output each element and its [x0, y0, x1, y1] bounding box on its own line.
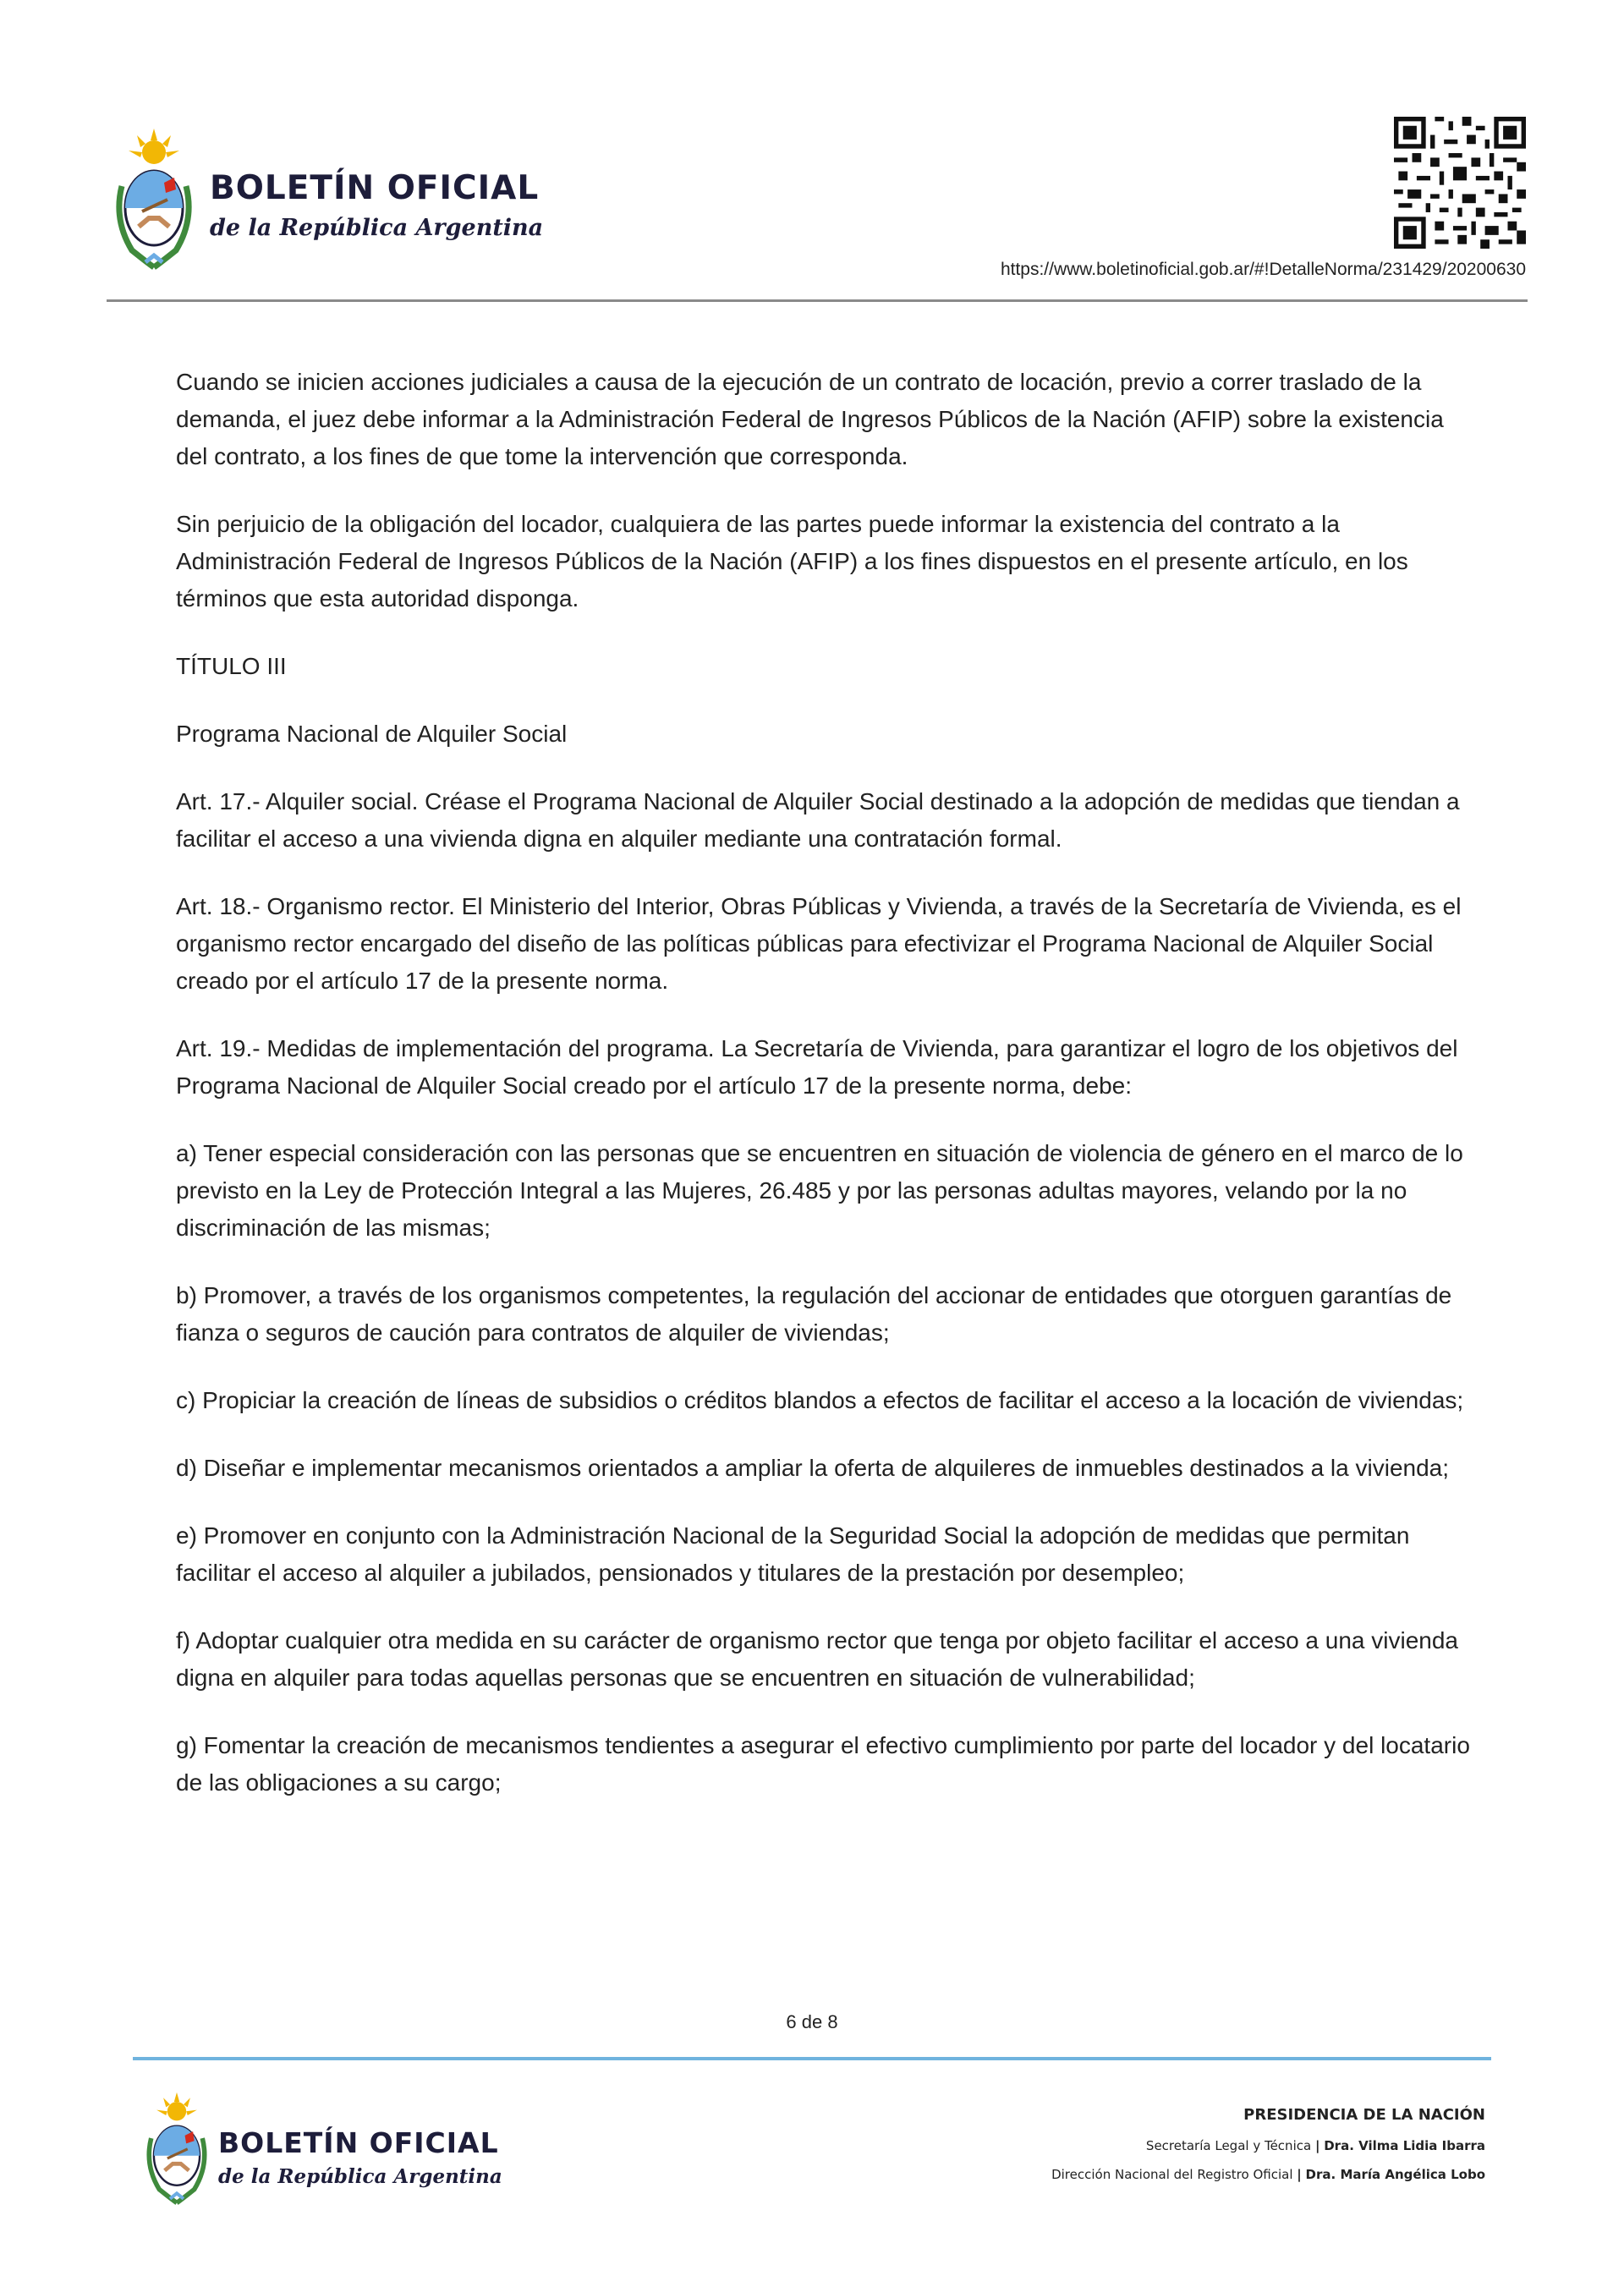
footer-logo-title: BOLETÍN OFICIAL: [218, 2126, 499, 2159]
direccion-person: Dra. María Angélica Lobo: [1305, 2167, 1485, 2182]
presidencia-label: PRESIDENCIA DE LA NACIÓN: [1243, 2106, 1485, 2124]
item-e: e) Promover en conjunto con la Administración Nacional de la Seguridad Social la adopción de medidas que permitan facilitar el acceso al alquiler a jubilados, pensionados y titulares de la prestación por desempleo;: [176, 1522, 1410, 1586]
item-g: g) Fomentar la creación de mecanismos tendientes a asegurar el efectivo cumplimiento por parte del locador y del locatario de las obligaciones a su cargo;: [176, 1732, 1470, 1796]
paragraph-afip-parties: Sin perjuicio de la obligación del locador, cualquiera de las partes puede informar la existencia del contrato a la Administración Federal de Ingresos Públicos de la Nación (AFIP) a los fines dispuestos en el presente artículo, en los términos que esta autoridad disponga.: [176, 511, 1408, 612]
item-f: f) Adoptar cualquier otra medida en su carácter de organismo rector que tenga por objeto facilitar el acceso a una vivienda digna en alquiler para todas aquellas personas que se encuentren en situación de vulnerabilidad;: [176, 1627, 1458, 1691]
footer-credits: [1051, 2106, 1485, 2195]
article-17: Art. 17.- Alquiler social. Créase el Programa Nacional de Alquiler Social destinado a la adopción de medidas que tiendan a facilitar el acceso a una vivienda digna en alquiler mediante una contratación formal.: [176, 788, 1460, 852]
secretaria-person: Dra. Vilma Lidia Ibarra: [1324, 2138, 1485, 2153]
header-divider: [107, 299, 1528, 302]
document-url: https://www.boletinoficial.gob.ar/#!DetalleNorma/231429/20200630: [1000, 260, 1526, 279]
logo-subtitle: de la República Argentina: [210, 215, 544, 241]
logo-title: BOLETÍN OFICIAL: [210, 169, 540, 207]
footer-logo-subtitle: de la República Argentina: [218, 2165, 502, 2188]
item-d: d) Diseñar e implementar mecanismos orientados a ampliar la oferta de alquileres de inmuebles destinados a la vivienda;: [176, 1455, 1450, 1481]
section-subtitle: Programa Nacional de Alquiler Social: [176, 721, 568, 747]
footer-logo: [140, 2091, 529, 2209]
direccion-label: Dirección Nacional del Registro Oficial: [1051, 2167, 1293, 2182]
section-title: TÍTULO III: [176, 653, 287, 679]
coat-of-arms-icon: [140, 2091, 213, 2206]
page-number: 6 de 8: [786, 2011, 838, 2032]
secretaria-label: Secretaría Legal y Técnica: [1145, 2138, 1312, 2153]
item-a: a) Tener especial consideración con las personas que se encuentren en situación de violencia de género en el marco de lo previsto en la Ley de Protección Integral a las Mujeres, 26.485 y por las personas adultas mayores, velando por la no discriminación de las mismas;: [176, 1140, 1463, 1241]
item-b: b) Promover, a través de los organismos competentes, la regulación del accionar de entidades que otorguen garantías de fianza o seguros de caución para contratos de alquiler de viviendas;: [176, 1282, 1452, 1346]
header-logo: [108, 127, 548, 271]
article-19: Art. 19.- Medidas de implementación del programa. La Secretaría de Vivienda, para garantizar el logro de los objetivos del Programa Nacional de Alquiler Social creado por el artículo 17 de la presente norma, debe:: [176, 1035, 1458, 1099]
coat-of-arms-icon: [108, 127, 200, 271]
qr-code-icon: [1394, 117, 1526, 249]
separator: |: [1297, 2167, 1302, 2182]
paragraph-afip-judicial: Cuando se inicien acciones judiciales a causa de la ejecución de un contrato de locación, previo a correr traslado de la demanda, el juez debe informar a la Administración Federal de Ingresos Públicos de la Nación (AFIP) sobre la existencia del contrato, a los fines de que tome la intervención que corresponda.: [176, 369, 1444, 469]
item-c: c) Propiciar la creación de líneas de subsidios o créditos blandos a efectos de facilitar el acceso a la locación de viviendas;: [176, 1387, 1464, 1413]
document-body: [176, 364, 1470, 1832]
article-18: Art. 18.- Organismo rector. El Ministerio del Interior, Obras Públicas y Vivienda, a través de la Secretaría de Vivienda, es el organismo rector encargado del diseño de las políticas públicas para efectivizar el Programa Nacional de Alquiler Social creado por el artículo 17 de la presente norma.: [176, 893, 1462, 994]
separator: |: [1314, 2138, 1320, 2153]
direccion-line: [1051, 2166, 1485, 2183]
footer-divider: [133, 2057, 1491, 2060]
secretaria-line: [1051, 2137, 1485, 2154]
